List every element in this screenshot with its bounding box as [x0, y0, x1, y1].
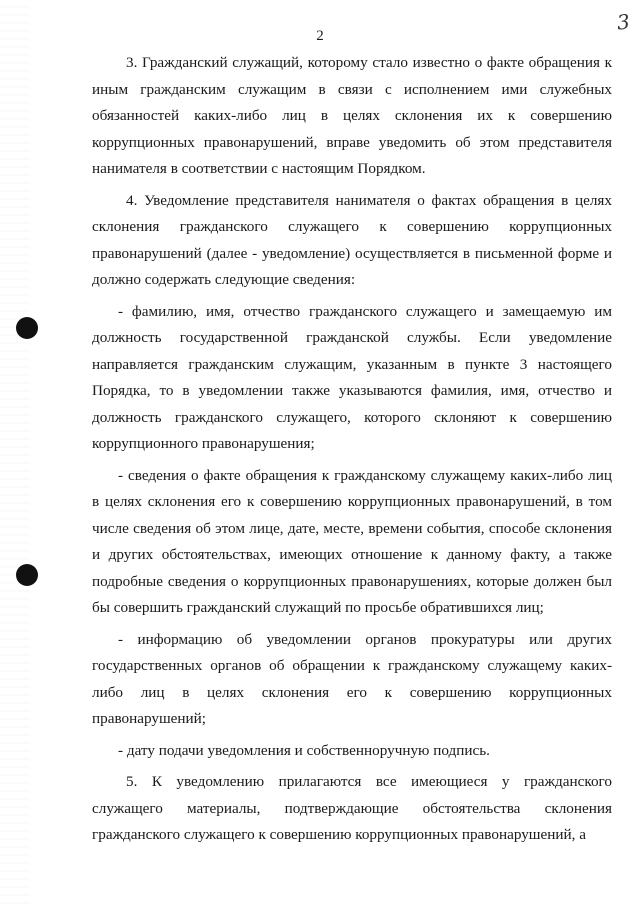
bullet-item-name-position: - фамилию, имя, отчество гражданского служащего и замещаемую им должность государственной гражданской службы. Если уведомление направляется гражданским служащим, указанным в пункте 3 настоящего Порядка, то в уведомлении также указываются фамилия, имя, отчество и должность гражданского служащего, которого склоняют к совершению коррупционного правонарушения; [92, 302, 612, 452]
page-number: 2 [316, 28, 324, 44]
bullet-item-date-signature: - дату подачи уведомления и собственноручную подпись. [118, 741, 490, 759]
paragraph-5: 5. К уведомлению прилагаются все имеющиеся у гражданского служащего материалы, подтверждающие обстоятельства склонения гражданского служащего к совершению коррупционных правонарушений, а [92, 773, 612, 843]
bullet-item-facts: - сведения о факте обращения к гражданскому служащему каких-либо лиц в целях склонения его к совершению коррупционных правонарушений, в том числе сведения об этом лице, дате, месте, времени события, способе склонения и других обстоятельствах, имеющих отношение к данному факту, а также подробные сведения о коррупционных правонарушениях, которые должен был бы совершить гражданский служащий по просьбе обратившихся лиц; [92, 466, 612, 616]
punch-hole-icon [16, 317, 38, 339]
scan-edge-noise [0, 0, 30, 905]
paragraph-4: 4. Уведомление представителя нанимателя о фактах обращения в целях склонения гражданского служащего к совершению коррупционных правонарушений (далее - уведомление) осуществляется в письменной форме и должно содержать следующие сведения: [92, 191, 612, 288]
punch-hole-icon [16, 564, 38, 586]
handwritten-page-mark: 3 [616, 9, 632, 35]
document-body [92, 50, 612, 849]
paragraph-3: 3. Гражданский служащий, которому стало известно о факте обращения к иным гражданским служащим в связи с исполнением ими служебных обязанностей каких-либо лиц в целях склонения их к совершению коррупционных правонарушений, вправе уведомить об этом представителя нанимателя в соответствии с настоящим Порядком. [92, 54, 612, 177]
bullet-item-prosecution-info: - информацию об уведомлении органов прокуратуры или других государственных органов об обращении к гражданскому служащему каких-либо лиц в целях склонения его к совершению коррупционных правонарушений; [92, 630, 612, 727]
